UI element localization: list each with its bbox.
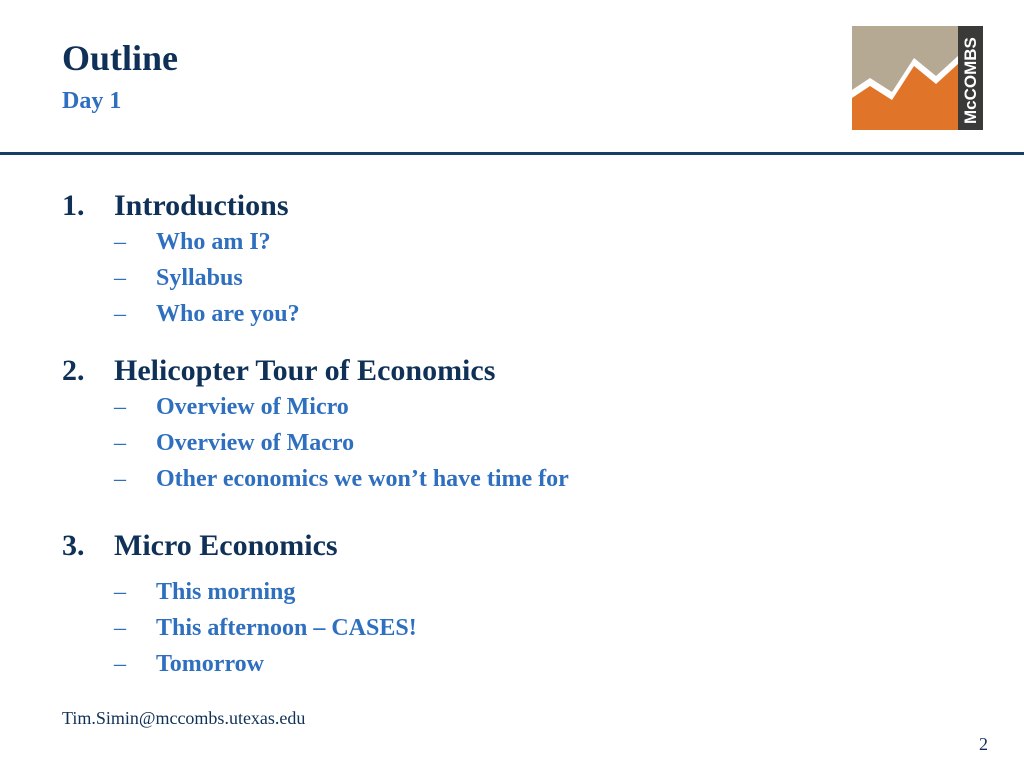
section-number: 1.: [62, 189, 85, 222]
dash-bullet: –: [114, 301, 126, 327]
list-item-label: Other economics we won’t have time for: [156, 466, 569, 492]
dash-bullet: –: [114, 651, 126, 677]
section-introductions: [62, 188, 962, 332]
list-item: [62, 296, 962, 332]
section-helicopter-tour: [62, 353, 962, 497]
list-item: [62, 389, 962, 425]
list-item: [62, 461, 962, 497]
slide-title: Outline: [62, 38, 179, 78]
sub-list: [62, 574, 962, 682]
dash-bullet: –: [114, 265, 126, 291]
list-item-label: Overview of Macro: [156, 430, 355, 456]
dash-bullet: –: [114, 229, 126, 255]
list-item-label: Who am I?: [156, 229, 271, 255]
logo-text: McCOMBS: [961, 37, 980, 124]
sub-list: [62, 389, 962, 497]
list-item-label: This afternoon – CASES!: [156, 615, 417, 641]
list-item: [62, 610, 962, 646]
list-item-label: Syllabus: [156, 265, 243, 291]
section-number: 2.: [62, 354, 85, 387]
section-number: 3.: [62, 529, 85, 562]
list-item-label: Who are you?: [156, 301, 300, 327]
list-item-label: Overview of Micro: [156, 394, 349, 420]
header-divider: [0, 152, 1024, 155]
sub-list: [62, 224, 962, 332]
list-item: [62, 260, 962, 296]
list-item: [62, 224, 962, 260]
section-title: Helicopter Tour of Economics: [114, 354, 496, 387]
section-title: Introductions: [114, 189, 289, 222]
list-item: [62, 425, 962, 461]
list-item: [62, 646, 962, 682]
section-micro-economics: [62, 528, 962, 682]
mccombs-logo: [852, 26, 983, 130]
section-title: Micro Economics: [114, 529, 338, 562]
list-item-label: This morning: [156, 579, 296, 605]
list-item: [62, 574, 962, 610]
footer-email: Tim.Simin@mccombs.utexas.edu: [62, 708, 306, 728]
page-number: 2: [979, 734, 988, 754]
list-item-label: Tomorrow: [156, 651, 264, 677]
slide-subtitle: Day 1: [62, 88, 122, 114]
dash-bullet: –: [114, 466, 126, 492]
dash-bullet: –: [114, 615, 126, 641]
dash-bullet: –: [114, 579, 126, 605]
dash-bullet: –: [114, 394, 126, 420]
dash-bullet: –: [114, 430, 126, 456]
